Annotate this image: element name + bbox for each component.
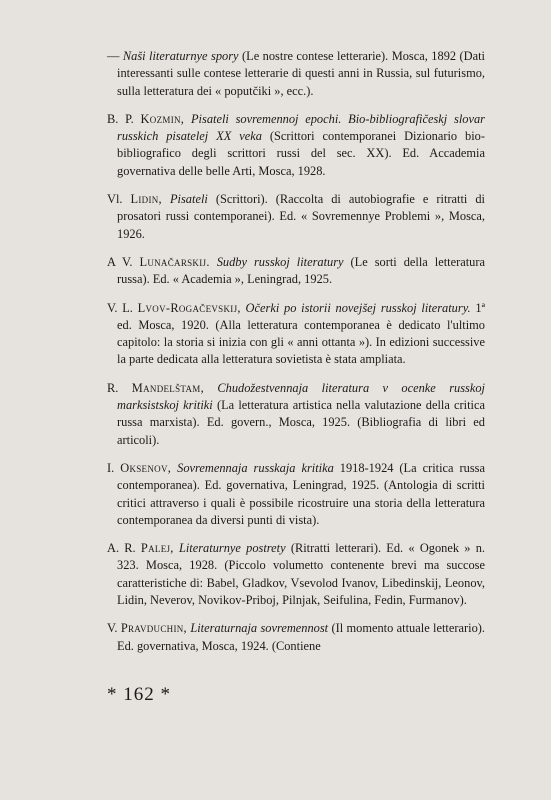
bibliography-list bbox=[107, 48, 485, 666]
entry-author: Palej, bbox=[140, 541, 174, 556]
page-number: * 162 * bbox=[107, 684, 171, 705]
entry-title: Pisateli bbox=[169, 192, 208, 207]
entry-author: Kozmin, bbox=[140, 111, 185, 126]
bibliography-entry bbox=[107, 620, 485, 655]
entry-prefix: I. bbox=[107, 460, 115, 475]
entry-text: (Il momento attuale letterario). Ed. governativa, Mosca, 1924. (Contiene bbox=[117, 621, 485, 653]
entry-prefix: Vl. bbox=[107, 192, 123, 207]
entry-author: Mandelštam, bbox=[131, 380, 204, 395]
entry-text: (Ritratti letterari). Ed. « Ogonek » n. 323. Mosca, 1928. (Piccolo volumetto contenente brevi ma succose caratteristiche di: Babel, Gladkov, Vsevolod Ivanov, Libedinskij, Leonov, Lidin, Neverov, Novikov-Priboj, Pilnjak, Seifulina, Fedin, Furmanov). bbox=[117, 541, 486, 608]
entry-author: Pravduchin, bbox=[120, 621, 187, 636]
bibliography-entry bbox=[107, 111, 485, 180]
entry-prefix: V. bbox=[107, 621, 118, 636]
entry-title: Chudožestvennaja literatura v ocenke russkoj marksistskoj kritiki bbox=[117, 380, 485, 413]
bibliography-entry bbox=[107, 300, 485, 369]
entry-prefix: B. P. bbox=[107, 111, 134, 126]
entry-author: Lvov-Rogačevskij, bbox=[137, 300, 241, 315]
entry-text: (Le nostre contese letterarie). Mosca, 1892 (Dati interessanti sulle contese letterarie di questi anni in Russia, sul futurismo, sulla letteratura dei « poputčiki », ecc.). bbox=[117, 49, 486, 98]
entry-text: (Le sorti della letteratura russa). Ed. « Academia », Leningrad, 1925. bbox=[117, 254, 485, 287]
entry-text: 1ª ed. Mosca, 1920. (Alla letteratura contemporanea è dedicato l'ultimo capitolo: la storia si inizia con gli « anni ottanta »). In edizioni successive la parte dedicata alla letteratura sovietista è stata ampliata. bbox=[117, 300, 485, 367]
entry-prefix: A V. bbox=[107, 254, 133, 269]
entry-text: 1918-1924 (La critica russa contemporanea). Ed. governativa, Leningrad, 1925. (Antologia di scritti critici attraverso i quali è possibile ricostruire una storia della letteratura contemporanea da diversi punti di vista). bbox=[117, 460, 485, 527]
entry-prefix: — bbox=[107, 49, 120, 63]
entry-prefix: R. bbox=[107, 380, 119, 395]
bibliography-entry bbox=[107, 460, 485, 529]
entry-author: Oksenov, bbox=[120, 460, 172, 475]
entry-author: Lunačarskij. bbox=[139, 254, 210, 269]
bibliography-entry bbox=[107, 191, 485, 243]
entry-title: Sovremennaja russkaja kritika bbox=[177, 460, 334, 475]
entry-text: (Scrittori contemporanei Dizionario bio-bibliografico degli scrittori russi del sec. XX). Ed. Accademia governativa delle belle Arti, Mosca, 1928. bbox=[117, 129, 485, 178]
entry-title: Literaturnye postrety bbox=[178, 541, 286, 556]
entry-title: Sudby russkoj literatury bbox=[216, 254, 344, 269]
entry-title: Naši literaturnye spory bbox=[122, 49, 239, 63]
entry-text: (La letteratura artistica nella valutazione della critica russa marxista). Ed. govern., Mosca, 1925. (Bibliografia di libri ed articoli). bbox=[117, 398, 485, 447]
entry-title: Literaturnaja sovremennost bbox=[190, 621, 329, 636]
bibliography-entry bbox=[107, 254, 485, 289]
entry-prefix: A. R. bbox=[107, 541, 136, 556]
bibliography-entry bbox=[107, 540, 485, 609]
entry-author: Lidin, bbox=[130, 192, 162, 207]
entry-title: Očerki po istorii novejšej russkoj literatury. bbox=[245, 300, 471, 315]
entry-text: (Scrittori). (Raccolta di autobiografie e ritratti di prosatori russi contemporanei). Ed. « Sovremennye Problemi », Mosca, 1926. bbox=[117, 192, 485, 241]
bibliography-entry bbox=[107, 380, 485, 449]
entry-prefix: V. L. bbox=[107, 300, 133, 315]
entry-title: Pisateli sovremennoj epochi. Bio-bibliografičeskj slovar russkich pisatelej XX veka bbox=[117, 111, 485, 144]
bibliography-entry bbox=[107, 48, 485, 100]
